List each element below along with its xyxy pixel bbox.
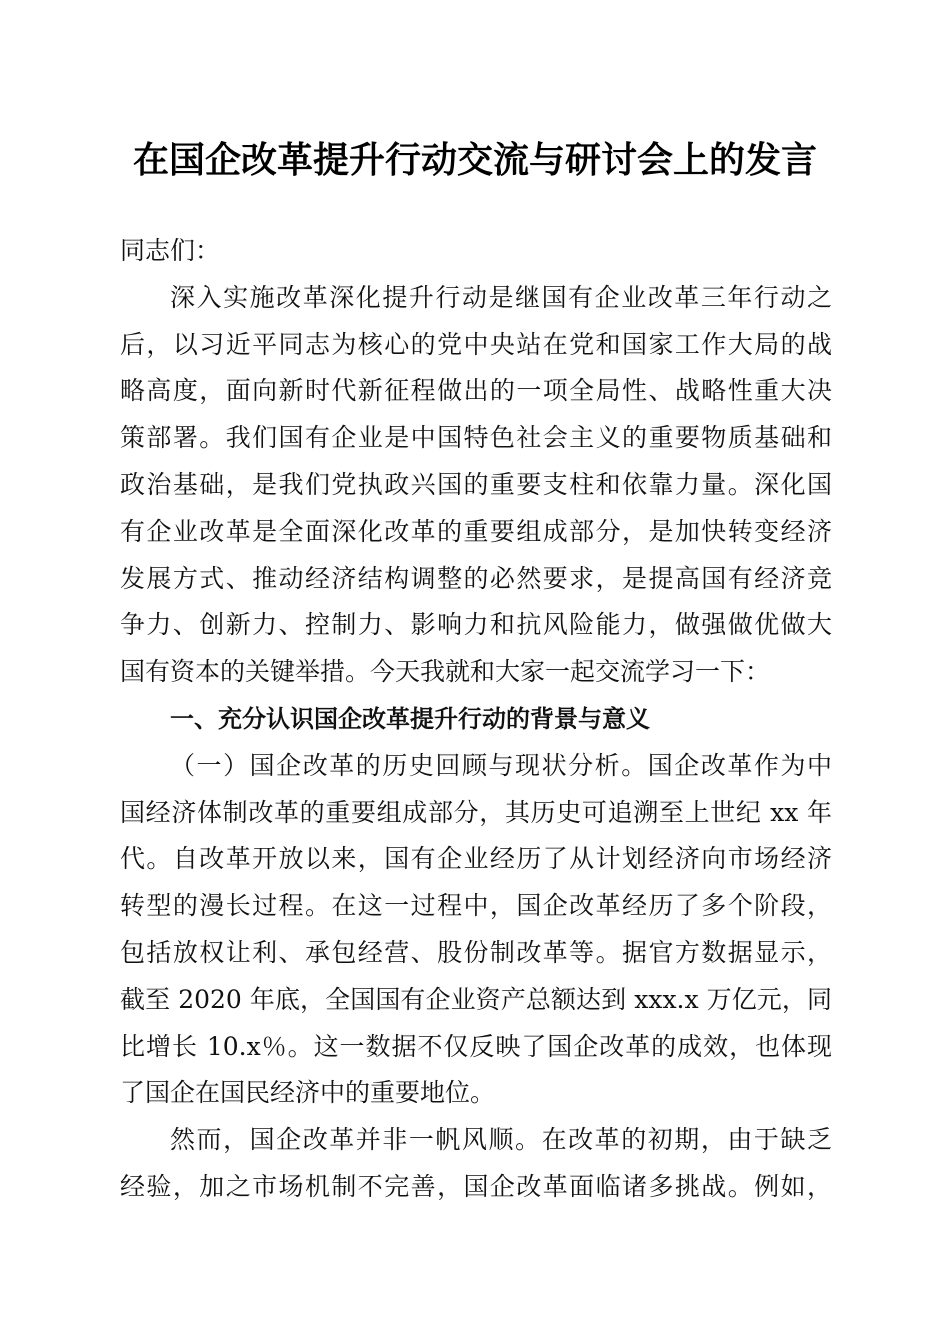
paragraph-line: 代。自改革开放以来，国有企业经历了从计划经济向市场经济 <box>120 844 832 874</box>
paragraph-line: 比增长 10.x％。这一数据不仅反映了国企改革的成效，也体现 <box>120 1031 832 1061</box>
paragraph-line: 然而，国企改革并非一帆风顺。在改革的初期，由于缺乏 <box>170 1125 832 1155</box>
document-title: 在国企改革提升行动交流与研讨会上的发言 <box>132 139 817 181</box>
paragraph-line: 有企业改革是全面深化改革的重要组成部分，是加快转变经济 <box>120 516 832 546</box>
paragraph-line: 经验，加之市场机制不完善，国企改革面临诸多挑战。例如， <box>120 1171 832 1201</box>
paragraph-line: 略高度，面向新时代新征程做出的一项全局性、战略性重大决 <box>120 376 832 406</box>
paragraph-line: 发展方式、推动经济结构调整的必然要求，是提高国有经济竞 <box>120 563 832 593</box>
paragraph-line: 策部署。我们国有企业是中国特色社会主义的重要物质基础和 <box>120 423 832 453</box>
section-heading: 一、充分认识国企改革提升行动的背景与意义 <box>170 704 650 733</box>
paragraph-line: 政治基础，是我们党执政兴国的重要支柱和依靠力量。深化国 <box>120 469 832 499</box>
paragraph-line: 国经济体制改革的重要组成部分，其历史可追溯至上世纪 xx 年 <box>120 797 832 827</box>
paragraph-line: 包括放权让利、承包经营、股份制改革等。据官方数据显示， <box>120 937 832 967</box>
paragraph-line: 国有资本的关键举措。今天我就和大家一起交流学习一下： <box>120 657 771 687</box>
paragraph-line: 转型的漫长过程。在这一过程中，国企改革经历了多个阶段， <box>120 891 832 921</box>
paragraph-line: （一）国企改革的历史回顾与现状分析。国企改革作为中 <box>170 750 832 780</box>
document-body <box>120 228 832 1211</box>
salutation: 同志们： <box>120 236 221 265</box>
paragraph-line: 了国企在国民经济中的重要地位。 <box>120 1078 496 1108</box>
paragraph-line: 后，以习近平同志为核心的党中央站在党和国家工作大局的战 <box>120 329 832 359</box>
paragraph-line: 争力、创新力、控制力、影响力和抗风险能力，做强做优做大 <box>120 610 832 640</box>
paragraph-line: 深入实施改革深化提升行动是继国有企业改革三年行动之 <box>170 282 832 312</box>
paragraph-line: 截至 2020 年底，全国国有企业资产总额达到 xxx.x 万亿元，同 <box>120 984 832 1014</box>
